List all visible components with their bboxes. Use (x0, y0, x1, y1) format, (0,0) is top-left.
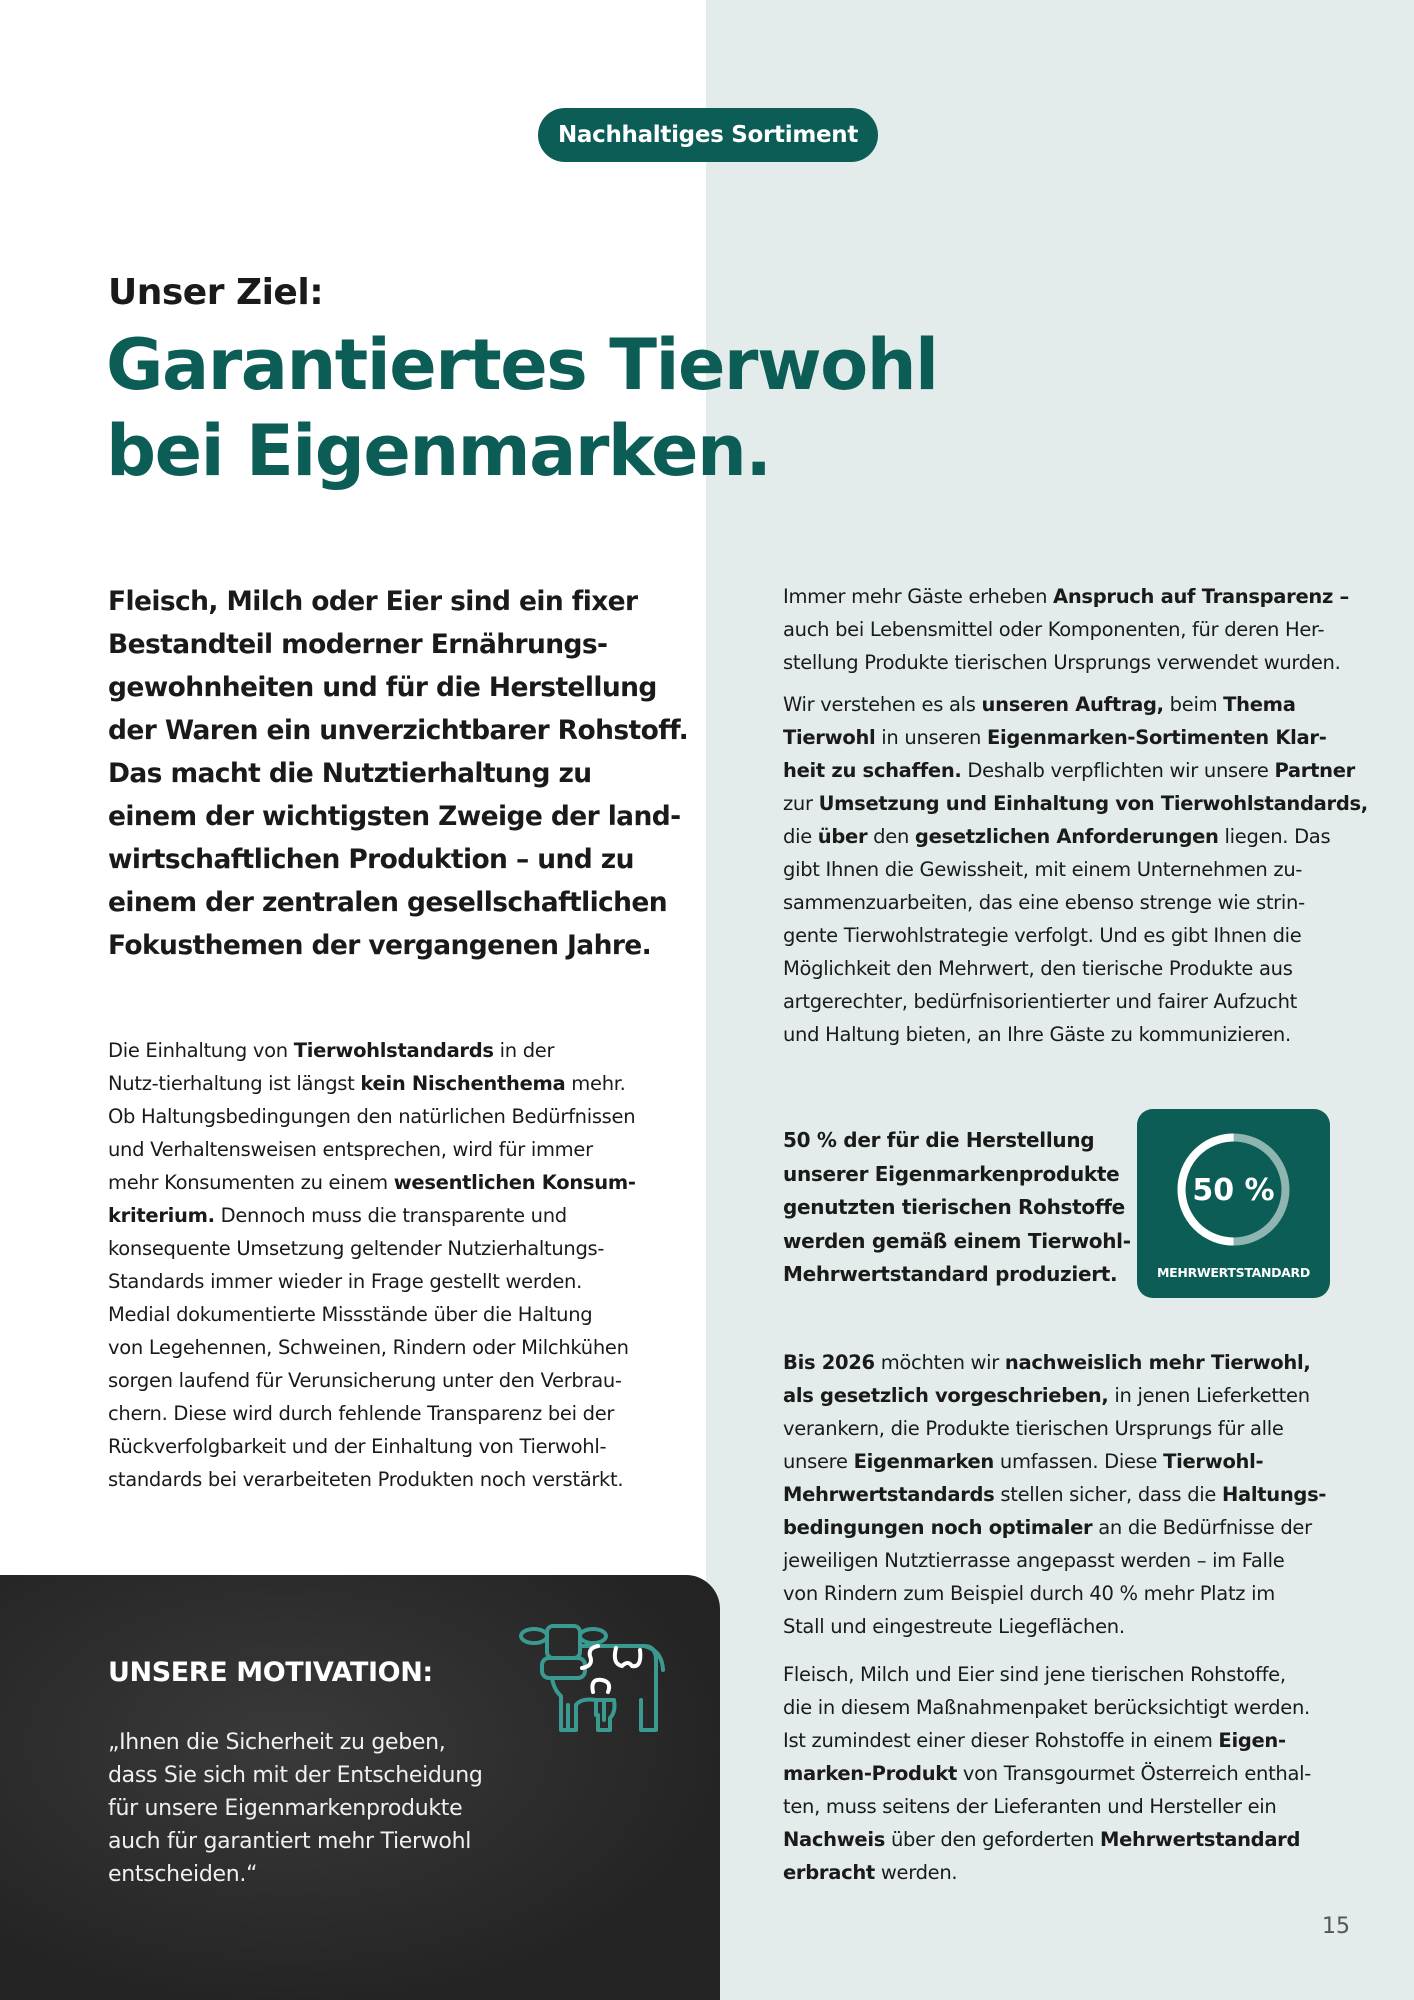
mission-paragraph (783, 688, 1368, 1051)
text-line (783, 1191, 1131, 1225)
bold-text: Nachweis (783, 1828, 886, 1851)
text: auch bei Lebensmittel oder Komponenten, für deren Her- (783, 618, 1325, 641)
bold-text: unseren Auftrag, (981, 693, 1164, 716)
text-line (108, 1232, 636, 1265)
text: die in diesem Maßnahmenpaket berücksichtigt werden. (783, 1696, 1310, 1719)
text-line (783, 1823, 1311, 1856)
text-line (783, 1691, 1311, 1724)
bold-text: Tierwohl- (1163, 1450, 1264, 1473)
text: die (783, 825, 818, 848)
quote-line: „Ihnen die Sicherheit zu geben, (108, 1730, 446, 1755)
text: jeweiligen Nutztierrasse angepasst werden – im Falle (783, 1549, 1285, 1572)
text-line (108, 1133, 636, 1166)
bold-text: erbracht (783, 1861, 875, 1884)
text-line (783, 688, 1368, 721)
page-title (106, 322, 938, 494)
text-line (783, 1511, 1326, 1544)
text: über den geforderten (885, 1828, 1100, 1851)
bold-text: Tierwohlstandards (293, 1039, 494, 1062)
text: von Rindern zum Beispiel durch 40 % mehr Platz im (783, 1582, 1275, 1605)
text: Medial dokumentierte Missstände über die Haltung (108, 1303, 593, 1326)
bold-text: Eigen- (1218, 1729, 1286, 1752)
bold-text: kriterium. (108, 1204, 215, 1227)
text: und Verhaltensweisen entsprechen, wird für immer (108, 1138, 593, 1161)
text: in der (493, 1039, 555, 1062)
motivation-quote (108, 1726, 483, 1891)
text-line (783, 1225, 1131, 1259)
bold-text: nachweislich mehr Tierwohl, (1004, 1351, 1311, 1374)
text: unsere (783, 1450, 854, 1473)
bold-text: Thema (1223, 693, 1296, 716)
text-line (783, 1379, 1326, 1412)
text-line (108, 1463, 636, 1496)
bold-text: Eigenmarken (853, 1450, 994, 1473)
text: Wir verstehen es als (783, 693, 982, 716)
lead-paragraph (108, 580, 688, 967)
text: gibt Ihnen die Gewissheit, mit einem Unternehmen zu- (783, 858, 1303, 881)
text: Fokusthemen der vergangenen Jahre. (108, 930, 652, 961)
bold-text: als gesetzlich vorgeschrieben, (783, 1384, 1109, 1407)
bold-text: Mehrwertstandards (783, 1483, 995, 1506)
text: Stall und eingestreute Liegeflächen. (783, 1615, 1125, 1638)
bold-text: Mehrwertstandard (1099, 1828, 1301, 1851)
text: an die Bedürfnisse der (1092, 1516, 1312, 1539)
stat-label: MEHRWERTSTANDARD (1157, 1265, 1310, 1280)
text-line (108, 1430, 636, 1463)
text-line (108, 1331, 636, 1364)
text-line (108, 752, 688, 795)
bold-text: genutzten tierischen Rohstoffe (783, 1195, 1125, 1219)
text: einem der wichtigsten Zweige der land- (108, 801, 681, 832)
bold-text: werden gemäß einem Tierwohl- (783, 1228, 1131, 1253)
text-line (108, 666, 688, 709)
text: von Transgourmet Österreich enthal- (956, 1762, 1311, 1785)
text-line (783, 1158, 1131, 1192)
text: möchten wir (874, 1351, 1005, 1374)
text: stellen sicher, dass die (994, 1483, 1222, 1506)
section-badge: Nachhaltiges Sortiment (538, 108, 878, 162)
text-line (108, 709, 688, 752)
text-line (108, 580, 688, 623)
text: gewohnheiten und für die Herstellung (108, 672, 657, 703)
bold-text: über (817, 825, 868, 848)
motivation-heading: UNSERE MOTIVATION: (108, 1657, 433, 1688)
text: chern. Diese wird durch fehlende Transparenz bei der (108, 1402, 615, 1425)
text-line (108, 795, 688, 838)
text: liegen. Das (1218, 825, 1331, 848)
text: konsequente Umsetzung geltender Nutzierhaltungs- (108, 1237, 605, 1260)
text-line (783, 1757, 1311, 1790)
bold-text: 50 % der für die Herstellung (783, 1128, 1095, 1152)
text: werden. (874, 1861, 958, 1884)
stat-paragraph (783, 1124, 1131, 1292)
bold-text: Umsetzung und Einhaltung von Tierwohlstandards, (818, 792, 1368, 815)
text: einem der zentralen gesellschaftlichen (108, 887, 668, 918)
text-line (108, 881, 688, 924)
bold-text: bedingungen noch optimaler (783, 1516, 1093, 1539)
stat-box (1137, 1109, 1330, 1298)
text: beim (1163, 693, 1224, 716)
text: Möglichkeit den Mehrwert, den tierische Produkte aus (783, 957, 1293, 980)
quote-line: dass Sie sich mit der Entscheidung (108, 1763, 483, 1788)
text: artgerechter, bedürfnisorientierter und fairer Aufzucht (783, 990, 1298, 1013)
text-line (108, 1298, 636, 1331)
bold-text: marken-Produkt (783, 1762, 957, 1785)
text: Dennoch muss die transparente und (214, 1204, 567, 1227)
text-line (108, 1364, 636, 1397)
text-line (783, 646, 1349, 679)
text-line (783, 787, 1368, 820)
text: Bestandteil moderner Ernährungs- (108, 629, 608, 660)
text-line (108, 1067, 636, 1100)
bold-text: Haltungs- (1221, 1483, 1327, 1506)
text-line (783, 1658, 1311, 1691)
text-line (783, 1018, 1368, 1051)
quote-line: entscheiden.“ (108, 1862, 258, 1887)
text: in jenen Lieferketten (1108, 1384, 1310, 1407)
text-line (783, 1412, 1326, 1445)
text: mehr Konsumenten zu einem (108, 1171, 394, 1194)
text: umfassen. Diese (993, 1450, 1164, 1473)
bold-text: unserer Eigenmarkenprodukte (783, 1161, 1120, 1186)
text-line (783, 1258, 1131, 1292)
text: Immer mehr Gäste erheben (783, 585, 1054, 608)
text: stellung Produkte tierischen Ursprungs verwendet wurden. (783, 651, 1341, 674)
bold-text: Bis 2026 (783, 1351, 875, 1374)
text: Fleisch, Milch oder Eier sind ein fixer (108, 586, 638, 617)
title-line: bei Eigenmarken. (106, 410, 771, 492)
bold-text: Mehrwertstandard produziert. (783, 1262, 1118, 1286)
text: den (867, 825, 915, 848)
quote-line: für unsere Eigenmarkenprodukte (108, 1796, 463, 1821)
text-line (783, 952, 1368, 985)
body-paragraph (108, 1034, 636, 1496)
text-line (108, 1166, 636, 1199)
text-line (783, 1856, 1311, 1889)
text-line (783, 1445, 1326, 1478)
text: zur (783, 792, 819, 815)
bold-text: heit zu schaffen. (783, 759, 962, 782)
text-line (783, 1724, 1311, 1757)
text: Ist zumindest einer dieser Rohstoffe in einem (783, 1729, 1219, 1752)
bold-text: Eigenmarken-Sortimenten Klar- (987, 726, 1327, 749)
text: wirtschaftlichen Produktion – und zu (108, 844, 634, 875)
raw-materials-paragraph (783, 1658, 1311, 1889)
text: gente Tierwohlstrategie verfolgt. Und es gibt Ihnen die (783, 924, 1302, 947)
text-line (783, 1577, 1326, 1610)
text-line (108, 1397, 636, 1430)
text-line (108, 1100, 636, 1133)
text-line (783, 613, 1349, 646)
title-line: Garantiertes Tierwohl (106, 324, 938, 406)
text-line (783, 1544, 1326, 1577)
bold-text: gesetzlichen Anforderungen (914, 825, 1219, 848)
text: Nutz-tierhaltung ist längst (108, 1072, 361, 1095)
bold-text: Tierwohl (783, 726, 876, 749)
text-line (108, 924, 688, 967)
text: sorgen laufend für Verunsicherung unter den Verbrau- (108, 1369, 622, 1392)
text: Rückverfolgbarkeit und der Einhaltung von Tierwohl- (108, 1435, 607, 1458)
bold-text: kein Nischenthema (360, 1072, 566, 1095)
text-line (783, 721, 1368, 754)
text-line (783, 985, 1368, 1018)
transparency-paragraph (783, 580, 1349, 679)
stat-value: 50 % (1192, 1173, 1275, 1208)
text: Die Einhaltung von (108, 1039, 294, 1062)
text: mehr. (565, 1072, 626, 1095)
text-line (783, 820, 1368, 853)
text: Standards immer wieder in Frage gestellt werden. (108, 1270, 582, 1293)
text-line (783, 1790, 1311, 1823)
text-line (783, 1124, 1131, 1158)
goal-2026-paragraph (783, 1346, 1326, 1643)
text: von Legehennen, Schweinen, Rindern oder Milchkühen (108, 1336, 629, 1359)
text-line (783, 1610, 1326, 1643)
text-line (783, 919, 1368, 952)
text: Fleisch, Milch und Eier sind jene tierischen Rohstoffe, (783, 1663, 1286, 1686)
text: Deshalb verpflichten wir unsere (961, 759, 1275, 782)
bold-text: Anspruch auf Transparenz – (1053, 585, 1349, 608)
text-line (108, 1265, 636, 1298)
text-line (108, 1199, 636, 1232)
text-line (783, 754, 1368, 787)
text: Das macht die Nutztierhaltung zu (108, 758, 592, 789)
text: ten, muss seitens der Lieferanten und Hersteller ein (783, 1795, 1277, 1818)
quote-line: auch für garantiert mehr Tierwohl (108, 1829, 472, 1854)
text-line (783, 853, 1368, 886)
text-line (783, 580, 1349, 613)
text-line (783, 1346, 1326, 1379)
bold-text: wesentlichen Konsum- (393, 1171, 636, 1194)
text-line (108, 1034, 636, 1067)
text: verankern, die Produkte tierischen Ursprungs für alle (783, 1417, 1284, 1440)
text-line (783, 886, 1368, 919)
kicker-heading: Unser Ziel: (108, 272, 324, 313)
text-line (783, 1478, 1326, 1511)
text: in unseren (875, 726, 987, 749)
text-line (108, 623, 688, 666)
page-number: 15 (1322, 1914, 1350, 1939)
text: sammenzuarbeiten, das eine ebenso strenge wie strin- (783, 891, 1305, 914)
text-line (108, 838, 688, 881)
cow-icon (516, 1620, 666, 1735)
text: und Haltung bieten, an Ihre Gäste zu kommunizieren. (783, 1023, 1291, 1046)
text: Ob Haltungsbedingungen den natürlichen Bedürfnissen (108, 1105, 636, 1128)
text: der Waren ein unverzichtbarer Rohstoff. (108, 715, 689, 746)
bold-text: Partner (1274, 759, 1355, 782)
text: standards bei verarbeiteten Produkten noch verstärkt. (108, 1468, 624, 1491)
